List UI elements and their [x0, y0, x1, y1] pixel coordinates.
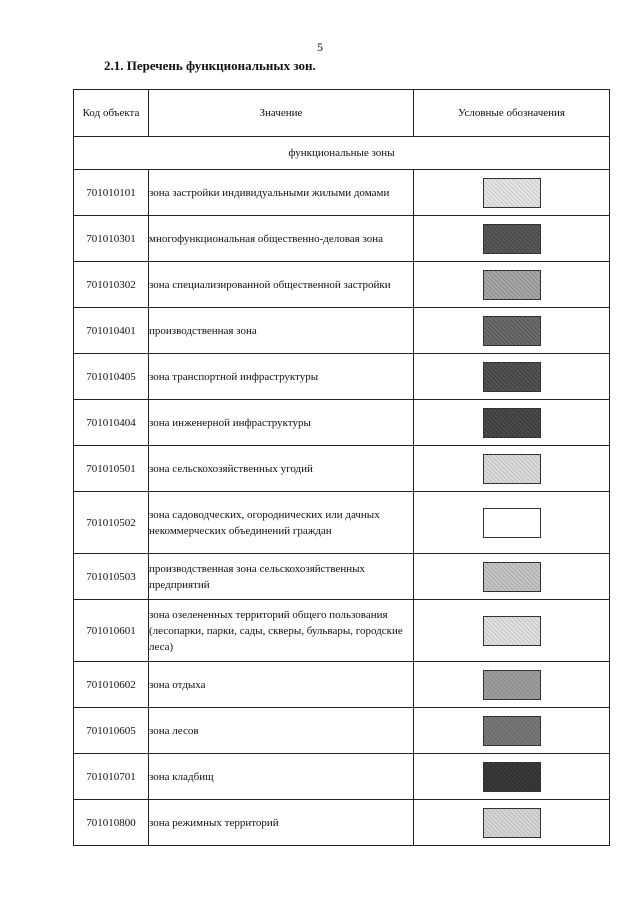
- zone-symbol-cell: [414, 216, 610, 262]
- table-row: [74, 800, 610, 846]
- zone-description: зона садоводческих, огороднических или дачных некоммерческих объединений граждан: [149, 492, 414, 554]
- zone-code: 701010301: [74, 216, 149, 262]
- zone-description: зона сельскохозяйственных угодий: [149, 446, 414, 492]
- zone-symbol-cell: [414, 754, 610, 800]
- zone-description: производственная зона сельскохозяйственных предприятий: [149, 554, 414, 600]
- table-row: [74, 400, 610, 446]
- zone-swatch: [483, 562, 541, 592]
- table-row: [74, 492, 610, 554]
- zone-swatch: [483, 408, 541, 438]
- zone-swatch: [483, 316, 541, 346]
- zone-description: зона режимных территорий: [149, 800, 414, 846]
- zone-swatch: [483, 224, 541, 254]
- zone-swatch: [483, 716, 541, 746]
- zone-description: зона инженерной инфраструктуры: [149, 400, 414, 446]
- zone-description: зона транспортной инфраструктуры: [149, 354, 414, 400]
- zone-description: зона специализированной общественной застройки: [149, 262, 414, 308]
- zone-code: 701010503: [74, 554, 149, 600]
- zone-description: зона кладбищ: [149, 754, 414, 800]
- table-row: [74, 262, 610, 308]
- header-code: Код объекта: [74, 90, 149, 137]
- zone-symbol-cell: [414, 600, 610, 662]
- table-row: [74, 170, 610, 216]
- zone-code: 701010502: [74, 492, 149, 554]
- zone-symbol-cell: [414, 308, 610, 354]
- header-description: Значение: [149, 90, 414, 137]
- header-symbols: Условные обозначения: [414, 90, 610, 137]
- section-label: функциональные зоны: [74, 137, 610, 170]
- zone-symbol-cell: [414, 262, 610, 308]
- zone-symbol-cell: [414, 662, 610, 708]
- zone-code: 701010800: [74, 800, 149, 846]
- zone-swatch: [483, 808, 541, 838]
- page-number: 5: [317, 40, 323, 54]
- zone-swatch: [483, 178, 541, 208]
- zone-swatch: [483, 270, 541, 300]
- zone-swatch: [483, 762, 541, 792]
- table-header-row: [74, 90, 610, 137]
- zone-code: 701010601: [74, 600, 149, 662]
- zone-swatch: [483, 670, 541, 700]
- table-row: [74, 662, 610, 708]
- zone-code: 701010401: [74, 308, 149, 354]
- zone-code: 701010701: [74, 754, 149, 800]
- section-heading: 2.1. Перечень функциональных зон.: [104, 58, 316, 73]
- table-row: [74, 446, 610, 492]
- zone-symbol-cell: [414, 170, 610, 216]
- zone-code: 701010602: [74, 662, 149, 708]
- zone-symbol-cell: [414, 492, 610, 554]
- table-row: [74, 216, 610, 262]
- table-row: [74, 354, 610, 400]
- zone-swatch: [483, 454, 541, 484]
- zone-symbol-cell: [414, 800, 610, 846]
- table-row: [74, 754, 610, 800]
- zone-description: зона застройки индивидуальными жилыми домами: [149, 170, 414, 216]
- zone-swatch: [483, 616, 541, 646]
- zone-description: зона лесов: [149, 708, 414, 754]
- zone-swatch: [483, 362, 541, 392]
- zone-symbol-cell: [414, 446, 610, 492]
- zone-description: многофункциональная общественно-деловая зона: [149, 216, 414, 262]
- table-row: [74, 554, 610, 600]
- zone-description: производственная зона: [149, 308, 414, 354]
- zone-symbol-cell: [414, 708, 610, 754]
- table-row: [74, 600, 610, 662]
- zone-symbol-cell: [414, 400, 610, 446]
- zone-code: 701010501: [74, 446, 149, 492]
- section-row: [74, 137, 610, 170]
- functional-zones-table: [73, 89, 610, 846]
- zone-code: 701010101: [74, 170, 149, 216]
- zone-code: 701010605: [74, 708, 149, 754]
- zone-description: зона озелененных территорий общего пользования (лесопарки, парки, сады, скверы, бульвары, городские леса): [149, 600, 414, 662]
- table-row: [74, 308, 610, 354]
- table-row: [74, 708, 610, 754]
- zone-description: зона отдыха: [149, 662, 414, 708]
- zone-symbol-cell: [414, 354, 610, 400]
- zone-swatch: [483, 508, 541, 538]
- zone-code: 701010405: [74, 354, 149, 400]
- zone-symbol-cell: [414, 554, 610, 600]
- zone-code: 701010302: [74, 262, 149, 308]
- zone-code: 701010404: [74, 400, 149, 446]
